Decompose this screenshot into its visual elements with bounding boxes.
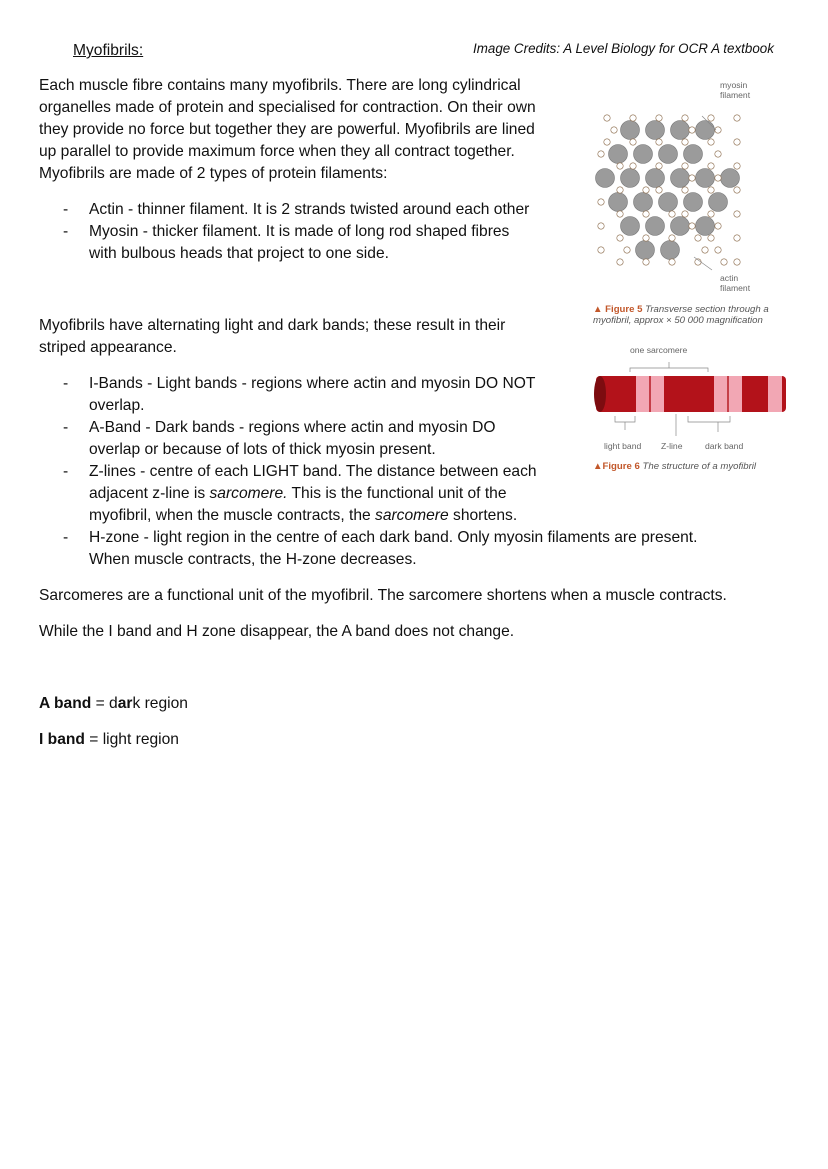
actin-filament-dot [708, 139, 714, 145]
figure6-caption: ▲Figure 6 The structure of a myofibril [593, 461, 757, 472]
list-item-a-band: - A-Band - Dark bands - regions where actin and myosin DO overlap or because of lots of thick myosin present. [63, 419, 496, 458]
myosin-filament-dot [659, 145, 678, 164]
actin-filament-dot [604, 139, 610, 145]
label-one-sarcomere: one sarcomere [630, 345, 688, 355]
actin-filament-dot [734, 211, 740, 217]
myosin-filament-dot [621, 169, 640, 188]
actin-filament-dot [682, 211, 688, 217]
actin-filament-dot [630, 163, 636, 169]
actin-filament-dot [734, 115, 740, 121]
myosin-filament-dot [634, 145, 653, 164]
myosin-filament-dot [659, 193, 678, 212]
myosin-filament-dot [721, 169, 740, 188]
actin-filament-dot [630, 115, 636, 121]
figure5-caption: ▲ Figure 5 Transverse section through a myofibril, approx × 50 000 magnification [593, 304, 769, 326]
actin-filament-dot [715, 151, 721, 157]
actin-filament-dot [617, 211, 623, 217]
definition-i-band: I band = light region [39, 731, 179, 748]
list-item-actin: - Actin - thinner filament. It is 2 strands twisted around each other [89, 199, 529, 221]
actin-filament-dot [624, 247, 630, 253]
actin-filament-dot [689, 223, 695, 229]
actin-filament-dot [598, 199, 604, 205]
actin-filament-dot [708, 187, 714, 193]
actin-filament-dot [617, 259, 623, 265]
page-title: Myofibrils: [73, 42, 144, 59]
actin-filament-dot [598, 151, 604, 157]
actin-filament-dot [708, 235, 714, 241]
label-z-line: Z-line [661, 441, 683, 451]
actin-filament-dot [604, 115, 610, 121]
myosin-filament-dot [609, 145, 628, 164]
intro-paragraph [39, 75, 536, 185]
label-myosin-filament: myosin filament [720, 80, 751, 100]
label-actin-filament: actin filament [720, 273, 751, 293]
list-item-h-zone: - H-zone - light region in the centre of each dark band. Only myosin filaments are present. When muscle contracts, the H-zone decreases. [63, 529, 698, 568]
actin-filament-dot [734, 259, 740, 265]
actin-filament-dot [682, 187, 688, 193]
myosin-filament-dot [709, 193, 728, 212]
myosin-filament-dot [636, 241, 655, 260]
actin-filament-dot [734, 187, 740, 193]
intro-line: up parallel to provide maximum force when they all contract together. [39, 143, 515, 160]
myosin-filament-dot [696, 121, 715, 140]
label-light-band: light band [604, 441, 642, 451]
intro-line: Myofibrils are made of 2 types of protein filaments: [39, 165, 388, 182]
actin-filament-dot [617, 163, 623, 169]
list-item-z-lines: - Z-lines - centre of each LIGHT band. The distance between each adjacent z-line is sarcomere. This is the functional unit of the myofibril, when the muscle contracts, the sarcomere shortens. [63, 463, 537, 524]
actin-filament-dot [708, 163, 714, 169]
actin-filament-dot [721, 259, 727, 265]
transverse-section-diagram [590, 100, 750, 275]
actin-filament-dot [611, 127, 617, 133]
actin-filament-dot [708, 211, 714, 217]
myosin-filament-dot [634, 193, 653, 212]
actin-filament-dot [702, 247, 708, 253]
myosin-filament-dot [684, 145, 703, 164]
actin-filament-dot [643, 259, 649, 265]
summary-line: While the I band and H zone disappear, the A band does not change. [39, 623, 515, 640]
actin-filament-dot [598, 247, 604, 253]
actin-filament-dot [734, 139, 740, 145]
bullet-dash: - [63, 201, 69, 218]
list-item-myosin: - Myosin - thicker filament. It is made of long rod shaped fibres with bulbous heads that project to one side. [63, 223, 510, 262]
myosin-filament-dot [696, 169, 715, 188]
actin-filament-dot [669, 235, 675, 241]
myosin-filament-dot [671, 121, 690, 140]
actin-filament-dot [617, 187, 623, 193]
myosin-filament-dot [671, 169, 690, 188]
actin-filament-dot [682, 163, 688, 169]
actin-filament-dot [695, 235, 701, 241]
list-item-i-band: - I-Bands - Light bands - regions where actin and myosin DO NOT overlap. [63, 375, 536, 414]
actin-filament-dot [656, 187, 662, 193]
actin-filament-dot [598, 223, 604, 229]
myofibril-diagram [590, 356, 795, 446]
actin-filament-dot [708, 115, 714, 121]
actin-filament-dot [669, 259, 675, 265]
intro-line: Each muscle fibre contains many myofibrils. There are long cylindrical [39, 77, 521, 94]
actin-filament-dot [643, 187, 649, 193]
myosin-filament-dot [609, 193, 628, 212]
myosin-filament-dot [621, 121, 640, 140]
actin-filament-dot [682, 139, 688, 145]
myosin-filament-dot [646, 121, 665, 140]
myosin-filament-dot [684, 193, 703, 212]
actin-filament-dot [734, 235, 740, 241]
filament-list [63, 199, 530, 265]
actin-filament-dot [734, 163, 740, 169]
image-credit: Image Credits: A Level Biology for OCR A textbook [473, 41, 774, 56]
definition-a-band: A band = dark region [39, 695, 188, 712]
actin-filament-dot [656, 163, 662, 169]
actin-filament-dot [689, 175, 695, 181]
intro-line: organelles made of protein and specialised for contraction. On their own [39, 99, 536, 116]
summary-line: Sarcomeres are a functional unit of the myofibril. The sarcomere shortens when a muscle contracts. [39, 587, 727, 604]
myosin-filament-dot [671, 217, 690, 236]
myosin-filament-dot [621, 217, 640, 236]
actin-filament-dot [630, 139, 636, 145]
actin-filament-dot [682, 115, 688, 121]
myosin-filament-dot [646, 217, 665, 236]
actin-filament-dot [656, 139, 662, 145]
actin-filament-dot [643, 235, 649, 241]
label-dark-band: dark band [705, 441, 744, 451]
bands-paragraph: Myofibrils have alternating light and dark bands; these result in their striped appearance. [39, 317, 506, 356]
actin-filament-dot [656, 115, 662, 121]
actin-filament-dot [715, 175, 721, 181]
myosin-filament-dot [661, 241, 680, 260]
actin-filament-dot [689, 127, 695, 133]
actin-filament-dot [669, 211, 675, 217]
actin-filament-dot [715, 223, 721, 229]
intro-line: they provide no force but together they are powerful. Myofibrils are lined [39, 121, 535, 138]
actin-filament-dot [617, 235, 623, 241]
bullet-dash: - [63, 223, 69, 240]
myosin-filament-dot [596, 169, 615, 188]
actin-filament-dot [643, 211, 649, 217]
actin-filament-dot [715, 247, 721, 253]
light-band-segment [768, 376, 782, 412]
myosin-filament-dot [696, 217, 715, 236]
myosin-filament-dot [646, 169, 665, 188]
